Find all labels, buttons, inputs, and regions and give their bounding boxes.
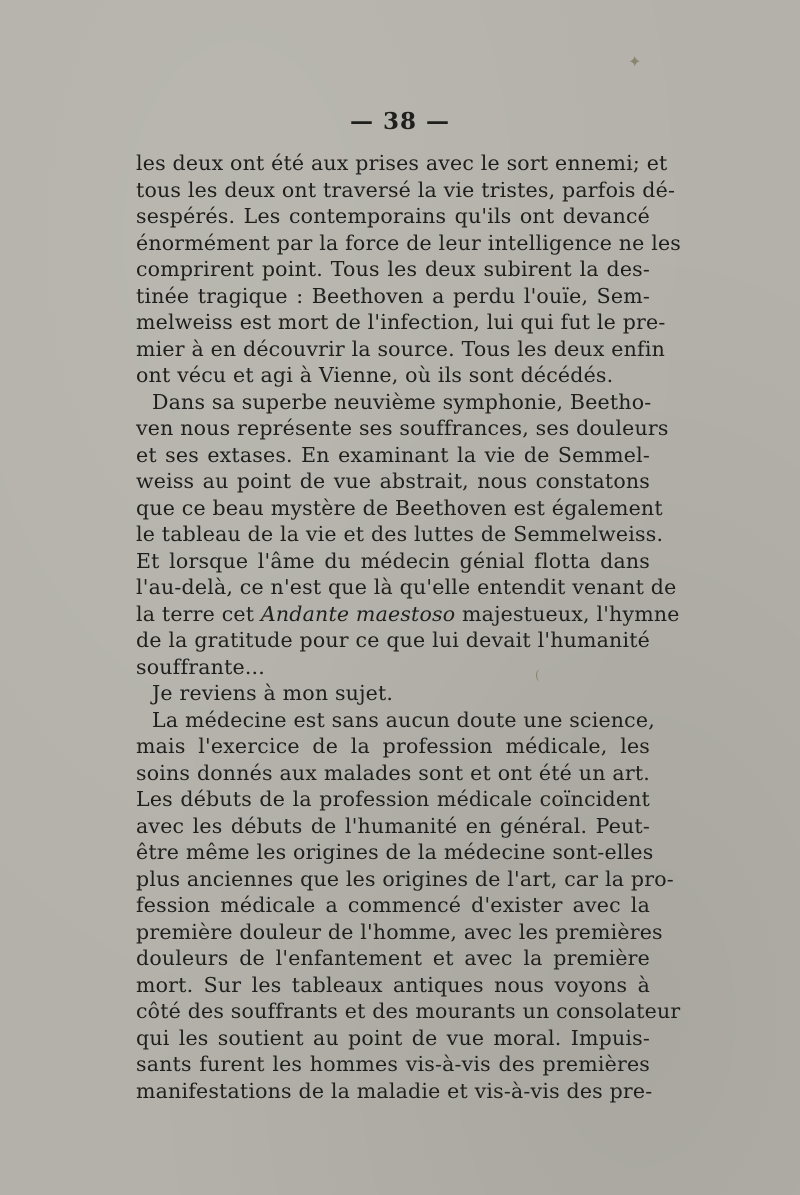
text-line: soins donnés aux malades sont et ont été un art. — [136, 760, 650, 785]
text-line: Et lorsque l'âme du médecin génial flotta dans — [136, 548, 650, 573]
text-line: tous les deux ont traversé la vie tristes, parfois dé- — [136, 177, 676, 202]
text-line: souffrante... — [136, 654, 265, 679]
text-line: La médecine est sans aucun doute une science, — [152, 707, 655, 732]
text-line: melweiss est mort de l'infection, lui qui fut le pre- — [136, 310, 666, 334]
text-line: sants furent les hommes vis-à-vis des premières — [136, 1052, 650, 1076]
text-line: être même les origines de la médecine sont-elles — [136, 840, 654, 864]
text-line: douleurs de l'enfantement et avec la première — [136, 946, 650, 970]
text-line: fession médicale a commencé d'exister avec la — [136, 893, 650, 917]
italic-phrase: Andante maestoso — [260, 601, 456, 626]
text-line: weiss au point de vue abstrait, nous constatons — [136, 469, 650, 493]
text-line: Les débuts de la profession médicale coïncident — [136, 787, 650, 811]
text-line: manifestations de la maladie et vis-à-vis des pre- — [136, 1078, 653, 1103]
text-line: de la gratitude pour ce que lui devait l'humanité — [136, 628, 650, 652]
text-line: comprirent point. Tous les deux subirent la des- — [136, 257, 650, 281]
text-line: côté des souffrants et des mourants un consolateur — [136, 999, 681, 1023]
page-number: — 38 — — [349, 108, 451, 135]
text-segment: la terre cet — [136, 601, 261, 626]
text-line-with-italic — [136, 601, 680, 628]
text-line: Dans sa superbe neuvième symphonie, Beetho- — [152, 389, 652, 414]
text-line: le tableau de la vie et des luttes de Semmelweiss. — [136, 522, 664, 546]
text-line: tinée tragique : Beethoven a perdu l'ouïe, Sem- — [136, 283, 650, 308]
text-line: plus anciennes que les origines de l'art, car la pro- — [136, 866, 674, 891]
text-line: énormément par la force de leur intelligence ne les — [136, 230, 682, 255]
paper-speck: ✦ — [628, 52, 642, 71]
page-body-text — [136, 150, 682, 1104]
text-line: l'au-delà, ce n'est que là qu'elle entendit venant de — [136, 575, 677, 599]
paper-speck: ( — [535, 668, 540, 682]
text-line: sespérés. Les contemporains qu'ils ont devancé — [136, 204, 650, 228]
text-line: les deux ont été aux prises avec le sort ennemi; et — [136, 151, 668, 175]
text-line: première douleur de l'homme, avec les premières — [136, 919, 663, 944]
text-line: que ce beau mystère de Beethoven est également — [136, 495, 663, 520]
text-line: qui les soutient au point de vue moral. Impuis- — [136, 1025, 650, 1050]
text-line: Je reviens à mon sujet. — [152, 681, 394, 705]
text-line: ven nous représente ses souffrances, ses douleurs — [136, 416, 669, 440]
text-line: ont vécu et agi à Vienne, où ils sont décédés. — [136, 363, 614, 387]
text-line: mais l'exercice de la profession médicale, les — [136, 734, 650, 758]
text-segment: majestueux, l'hymne — [455, 601, 680, 626]
text-line: mort. Sur les tableaux antiques nous voyons à — [136, 972, 650, 997]
text-line: et ses extases. En examinant la vie de Semmel- — [136, 442, 650, 467]
text-line: avec les débuts de l'humanité en général. Peut- — [136, 813, 650, 838]
text-line: mier à en découvrir la source. Tous les deux enfin — [136, 336, 665, 361]
